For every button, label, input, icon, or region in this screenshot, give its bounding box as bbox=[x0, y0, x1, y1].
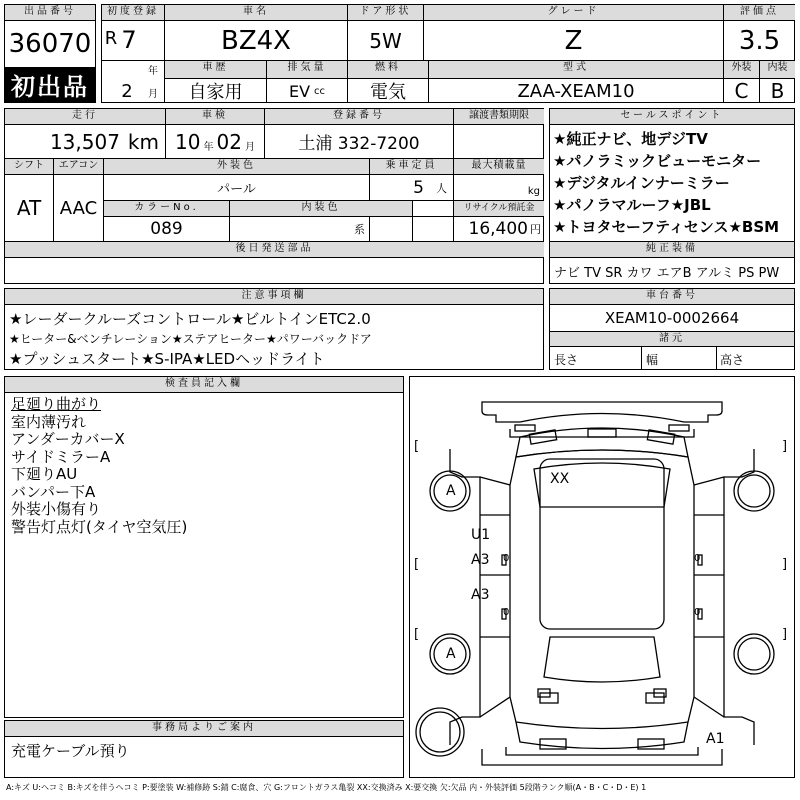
displacement-label: 排気量 bbox=[267, 61, 347, 78]
zero-mark: 0 bbox=[694, 553, 701, 564]
caution-label: 注意事項欄 bbox=[5, 289, 543, 305]
bracket: ] bbox=[782, 439, 788, 454]
lot-label: 出品番号 bbox=[5, 5, 95, 21]
inspector-box bbox=[4, 376, 404, 718]
bracket: [ bbox=[414, 557, 420, 572]
color-label: 外装色 bbox=[104, 159, 369, 174]
inspect-year-unit: 年 bbox=[203, 142, 214, 153]
bracket: ] bbox=[782, 557, 788, 572]
interior-color bbox=[230, 217, 369, 241]
import bbox=[413, 217, 453, 241]
door-type: 5W bbox=[369, 28, 402, 53]
inspect-month: 02 bbox=[216, 129, 242, 154]
inspection-date bbox=[166, 125, 264, 158]
inspector-line: 室内薄汚れ bbox=[11, 412, 87, 431]
displacement bbox=[267, 79, 347, 103]
sales-points bbox=[549, 108, 795, 242]
spare-tire bbox=[416, 708, 464, 756]
model: ZAA-XEAM10 bbox=[517, 80, 635, 102]
mileage-unit: km bbox=[127, 129, 159, 154]
mark-front-door-upper: U1 bbox=[471, 527, 491, 543]
office-note: 充電ケーブル預り bbox=[11, 742, 130, 760]
score-label: 評価点 bbox=[724, 5, 795, 20]
month-unit: 月 bbox=[148, 88, 158, 100]
shift-label: シフト bbox=[5, 159, 53, 174]
transfer-label: 譲渡書類期限 bbox=[454, 109, 544, 124]
carname: BZ4X bbox=[220, 25, 291, 56]
import-label-span bbox=[370, 201, 412, 216]
sales-item: ★デジタルインナーミラー bbox=[553, 174, 730, 192]
intcolor-label: 内装色 bbox=[230, 201, 412, 216]
inspector-line: 外装小傷有り bbox=[11, 500, 102, 518]
reg-month: 2 bbox=[121, 80, 133, 102]
intcolor-unit: 系 bbox=[354, 223, 365, 236]
caution-line: ★レーダークルーズコントロール★ビルトインETC2.0 bbox=[9, 310, 371, 328]
displacement-value: EV bbox=[288, 81, 311, 101]
inspect-label: 車検 bbox=[166, 109, 264, 124]
seats-value: 5 bbox=[413, 177, 424, 198]
mark-roof: XX bbox=[550, 471, 570, 487]
mileage bbox=[5, 125, 165, 158]
dims-label: 諸元 bbox=[550, 331, 794, 347]
seats bbox=[370, 175, 453, 200]
regno: 土浦 332-7200 bbox=[298, 134, 420, 154]
tire-rear-right bbox=[734, 634, 774, 674]
mark-rear-left-tire: A bbox=[446, 646, 456, 662]
inspector-line: サイドミラーA bbox=[11, 447, 111, 466]
load-unit: kg bbox=[527, 186, 540, 197]
mileage-value: 13,507 bbox=[49, 129, 120, 154]
mark-rear-door: A3 bbox=[471, 587, 490, 603]
lot-number: 36070 bbox=[8, 29, 92, 59]
ext-label: 外装 bbox=[724, 61, 759, 78]
lot-number-box bbox=[4, 4, 96, 103]
later-label: 後日発送部品 bbox=[5, 242, 544, 257]
zero-mark: 0 bbox=[694, 607, 701, 618]
first-reg-label: 初度登録 bbox=[102, 5, 164, 20]
displacement-unit: cc bbox=[314, 85, 326, 97]
equip-label: 純正装備 bbox=[550, 242, 794, 258]
tire-front-right bbox=[734, 471, 774, 511]
inspector-line: アンダーカバーX bbox=[11, 430, 125, 448]
caution-line: ★ヒーター&ベンチレーション★ステアヒーター★パワーバックドア bbox=[9, 332, 372, 346]
history: 自家用 bbox=[188, 82, 243, 103]
load bbox=[454, 175, 544, 200]
inspector-list bbox=[11, 396, 187, 536]
sales-label: セールスポイント bbox=[550, 109, 794, 125]
inspector-line: 下廻りAU bbox=[11, 465, 78, 483]
zero-mark: 0 bbox=[503, 607, 510, 618]
bracket: [ bbox=[414, 627, 420, 642]
ext-grade: C bbox=[734, 79, 749, 103]
first-listing-badge: 初出品 bbox=[5, 67, 95, 102]
recycle-unit: 円 bbox=[530, 223, 541, 236]
chassis-label: 車台番号 bbox=[550, 289, 794, 305]
recycle-label: リサイクル預託金 bbox=[454, 201, 544, 216]
sales-list bbox=[553, 128, 779, 238]
office-box bbox=[4, 720, 404, 778]
recycle-value: 16,400 bbox=[468, 219, 528, 239]
caution-box bbox=[4, 288, 544, 370]
ac-label: エアコン bbox=[54, 159, 103, 174]
equip-value: ナビ TV SR カワ エアB アルミ PS PW bbox=[554, 265, 780, 281]
score: 3.5 bbox=[738, 25, 781, 56]
load-label: 最大積載量 bbox=[454, 159, 544, 174]
body-color: パール bbox=[217, 182, 256, 197]
chassis-number: XEAM10-0002664 bbox=[604, 309, 740, 327]
mark-front-door-lower: A3 bbox=[471, 552, 490, 568]
colorno-label: カラーNo. bbox=[104, 201, 229, 216]
later-parts bbox=[5, 258, 544, 283]
grade-label: グレード bbox=[424, 5, 723, 20]
recycle bbox=[454, 217, 544, 241]
bracket: [ bbox=[414, 439, 420, 454]
caution-line: ★プッシュスタート★S-IPA★LEDヘッドライト bbox=[9, 350, 325, 368]
dim-width: 幅 bbox=[646, 353, 659, 367]
chassis-box bbox=[549, 288, 795, 370]
caution-list bbox=[9, 309, 372, 369]
grade: Z bbox=[564, 25, 583, 56]
shift: AT bbox=[16, 196, 42, 220]
fuel-label: 燃料 bbox=[348, 61, 428, 78]
sales-item: ★パノラミックビューモニター bbox=[553, 152, 762, 170]
car-diagram bbox=[409, 376, 795, 778]
bracket: ] bbox=[782, 627, 788, 642]
int-label: 内装 bbox=[760, 61, 795, 78]
dim-length: 長さ bbox=[554, 353, 579, 367]
sales-item: ★パノラマルーフ★JBL bbox=[553, 196, 711, 214]
year-unit: 年 bbox=[148, 65, 158, 77]
regno-label: 登録番号 bbox=[265, 109, 453, 124]
legend: A:キズ U:ヘコミ B:キズを伴うヘコミ P:要塗装 W:補修跡 S:錆 C:腐食、穴 G:フロントガラス亀裂 XX:交換済み X:要交換 欠:欠品 内・外装評価 5段階ランク順(A・B・C・D・E) 1 bbox=[6, 783, 647, 792]
mark-rear-bumper: A1 bbox=[706, 731, 725, 747]
transfer-deadline bbox=[454, 125, 544, 158]
inspector-label: 検査員記入欄 bbox=[5, 377, 403, 393]
dim-height: 高さ bbox=[720, 353, 745, 367]
model-label: 型式 bbox=[429, 61, 723, 78]
sales-item: ★トヨタセーフティセンス★BSM bbox=[553, 218, 780, 236]
int-grade: B bbox=[770, 79, 785, 103]
carname-label: 車名 bbox=[165, 5, 347, 20]
rear-outline bbox=[516, 722, 688, 749]
sales-item: ★純正ナビ、地デジTV bbox=[553, 130, 708, 148]
body-right bbox=[724, 449, 754, 745]
door-label: ドア形状 bbox=[348, 5, 423, 20]
inspect-month-unit: 月 bbox=[244, 142, 255, 153]
mark-front-left-tire: A bbox=[446, 483, 456, 499]
inspector-line: 警告灯点灯(タイヤ空気圧) bbox=[11, 517, 188, 536]
seats-unit: 人 bbox=[436, 181, 447, 195]
inspector-line: バンパー下A bbox=[11, 482, 96, 501]
inspect-year: 10 bbox=[175, 129, 201, 154]
mileage-label: 走行 bbox=[5, 109, 165, 124]
office-label: 事務局よりご案内 bbox=[5, 721, 403, 737]
seats-label: 乗車定員 bbox=[370, 159, 453, 174]
era-year: 7 bbox=[121, 26, 137, 54]
equipment bbox=[549, 241, 795, 284]
inspector-line: 足廻り曲がり bbox=[11, 395, 102, 413]
history-label: 車歴 bbox=[165, 61, 266, 78]
color-number: 089 bbox=[150, 219, 183, 239]
era: R bbox=[104, 27, 118, 49]
front-outline bbox=[482, 402, 722, 422]
zero-mark: 0 bbox=[503, 553, 510, 564]
fuel: 電気 bbox=[370, 82, 406, 103]
ac: AAC bbox=[59, 197, 98, 219]
